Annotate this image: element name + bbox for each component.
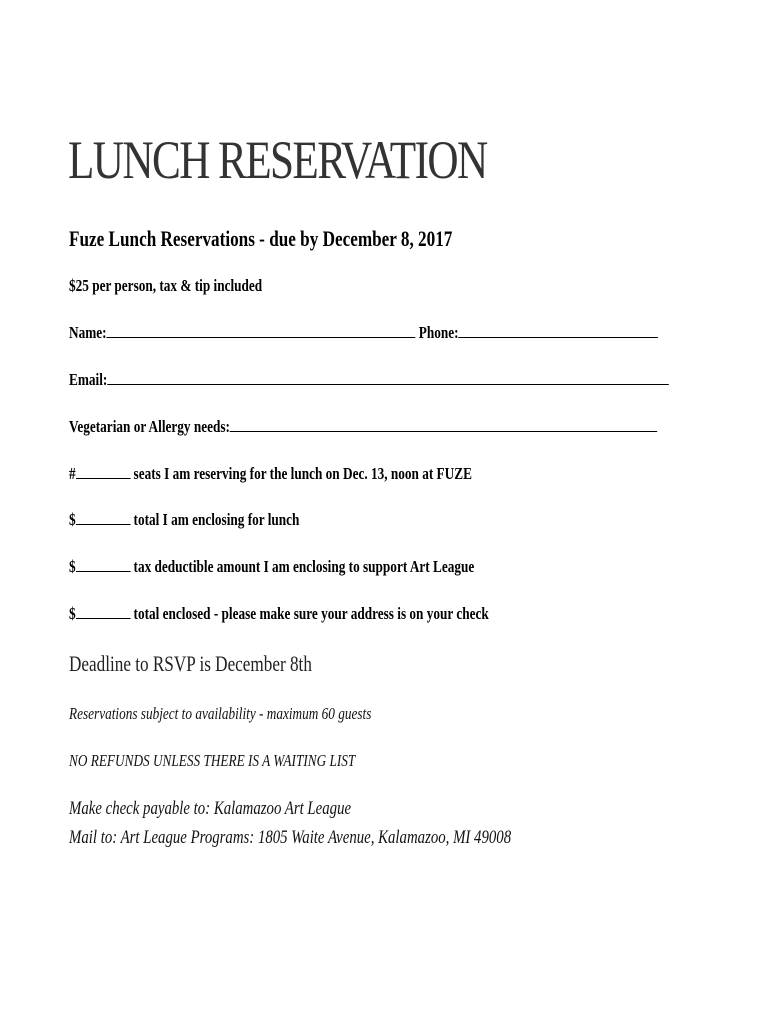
total-enclosed-field[interactable] (76, 603, 131, 619)
name-label: Name: (69, 323, 107, 342)
email-field[interactable] (107, 369, 669, 385)
total-prefix: $ (69, 604, 76, 623)
email-row (69, 368, 669, 392)
donation-text: tax deductible amount I am enclosing to support Art League (133, 557, 475, 576)
price-note: $25 per person, tax & tip included (69, 276, 263, 295)
name-phone-row (69, 321, 658, 345)
mail-to-note: Mail to: Art League Programs: 1805 Waite Avenue, Kalamazoo, MI 49008 (69, 827, 512, 848)
lunch-total-field[interactable] (76, 509, 131, 525)
form-subtitle: Fuze Lunch Reservations - due by December 8, 2017 (69, 226, 453, 251)
seats-text: seats I am reserving for the lunch on Dec. 13, noon at FUZE (133, 464, 472, 483)
seats-field[interactable] (76, 463, 131, 479)
seats-row (69, 462, 472, 486)
phone-label: Phone: (418, 323, 459, 342)
lunch-prefix: $ (69, 510, 76, 529)
donation-field[interactable] (76, 556, 131, 572)
deadline-note: Deadline to RSVP is December 8th (69, 651, 312, 676)
lunch-text: total I am enclosing for lunch (133, 510, 300, 529)
diet-field[interactable] (230, 416, 657, 432)
name-field[interactable] (107, 322, 416, 338)
payable-to-note: Make check payable to: Kalamazoo Art League (69, 798, 352, 819)
total-enclosed-row (69, 602, 489, 626)
diet-label: Vegetarian or Allergy needs: (69, 417, 230, 436)
refund-note: NO REFUNDS UNLESS THERE IS A WAITING LIST (69, 751, 356, 770)
total-text: total enclosed - please make sure your address is on your check (133, 604, 489, 623)
page-title: LUNCH RESERVATION (68, 130, 487, 190)
phone-field[interactable] (459, 322, 659, 338)
seats-prefix: # (69, 464, 76, 483)
donation-prefix: $ (69, 557, 76, 576)
availability-note: Reservations subject to availability - maximum 60 guests (69, 704, 372, 723)
diet-row (69, 415, 657, 439)
email-label: Email: (69, 370, 108, 389)
lunch-total-row (69, 508, 299, 532)
donation-row (69, 555, 474, 579)
